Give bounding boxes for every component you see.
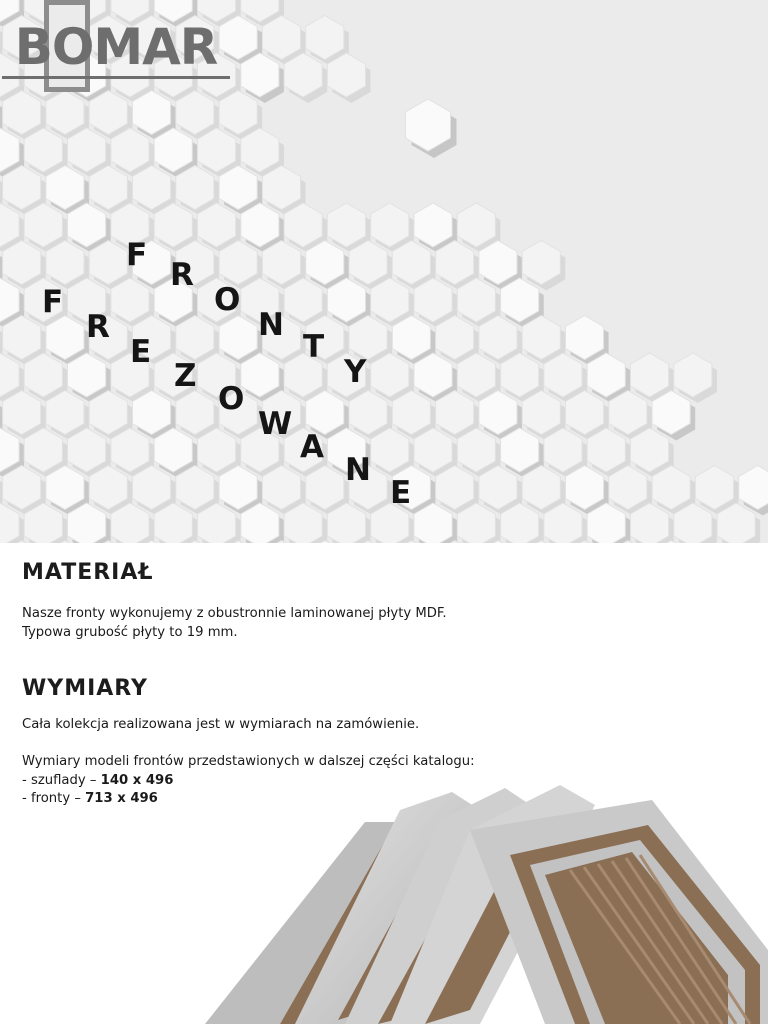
hero-title-letter: Y [344,354,367,390]
hero-title-letter: E [390,475,412,511]
bomar-logo [0,0,232,92]
hero-title-letter: F [126,237,148,273]
dimension-item-label: - fronty – [22,791,86,806]
hero-title-letter: N [258,307,284,343]
material-text-line2: Typowa grubość płyty to 19 mm. [22,625,238,640]
hero-title-letter: R [170,257,194,293]
panel-front [470,800,768,1024]
hero-title-letter: T [303,329,325,365]
dimensions-text-line2: Wymiary modeli frontów przedstawionych w dalszej części katalogu: [22,754,475,769]
hero-title-letter: E [130,334,152,370]
hero-title-letter: R [86,309,110,345]
hero-title-letter: N [345,452,371,488]
dimension-item-value: 713 x 496 [85,791,158,806]
hero-title-letter: Z [174,358,197,394]
material-text-line1: Nasze fronty wykonujemy z obustronnie laminowanej płyty MDF. [22,606,447,621]
dimension-item-label: - szuflady – [22,773,101,788]
hero-title-letter: W [258,406,293,442]
logo-text: BOMAR [14,18,218,76]
cabinet-fronts-illustration [0,780,768,1024]
hero-title-letter: F [42,284,64,320]
hero-title-letter: A [300,429,324,465]
dimension-item-value: 140 x 496 [100,773,174,788]
dimensions-text-line1: Cała kolekcja realizowana jest w wymiarach na zamówienie. [22,717,420,732]
hero-title-letter: O [218,381,245,417]
material-title: MATERIAŁ [22,560,154,585]
hero-title-letter: O [214,282,241,318]
dimensions-title: WYMIARY [22,676,148,701]
